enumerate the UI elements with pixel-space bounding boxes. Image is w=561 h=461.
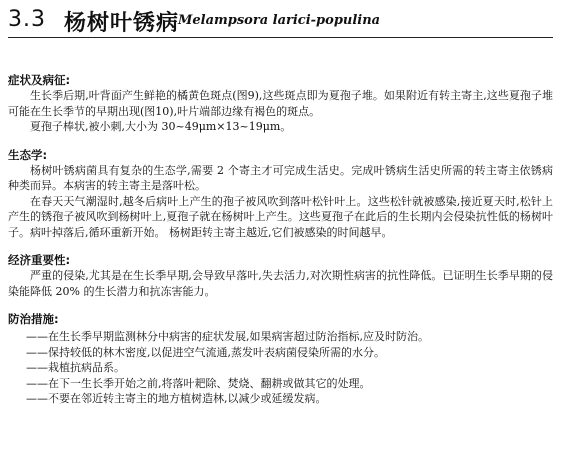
symptoms-section <box>8 72 553 135</box>
economic-paragraph: 严重的侵染,尤其是在生长季早期,会导致早落叶,失去活力,对次期性病害的抗性降低。已证明生长季早期的侵染能降低 20% 的生长潜力和抗冻害能力。 <box>8 269 553 298</box>
latin-name: Melampsora larici-populina <box>178 13 381 28</box>
dash-marker: —— <box>26 330 48 343</box>
list-item <box>8 376 553 392</box>
dash-marker: —— <box>26 392 48 405</box>
section-title: 杨树叶锈病 <box>64 11 180 36</box>
biology-heading: 生态学: <box>8 147 48 162</box>
control-item-text: 保持较低的林木密度,以促进空气流通,蒸发叶表病菌侵染所需的水分。 <box>48 345 385 359</box>
control-section <box>8 311 553 407</box>
economic-section <box>8 252 553 299</box>
control-item-text: 栽植抗病品系。 <box>48 361 125 374</box>
control-item-text: 不要在邻近转主寄主的地方植树造林,以减少或延缓发病。 <box>48 392 327 405</box>
control-heading: 防治措施: <box>8 312 59 326</box>
biology-section <box>8 147 553 241</box>
control-item-text: 在生长季早期监测林分中病害的症状发展,如果病害超过防治指标,应及时防治。 <box>48 330 429 343</box>
dash-marker: —— <box>26 345 48 359</box>
economic-heading: 经济重要性: <box>8 253 71 267</box>
control-list <box>8 329 553 407</box>
document-content <box>8 72 553 419</box>
control-item-text: 在下一生长季开始之前,将落叶耙除、焚烧、翻耕或做其它的处理。 <box>48 376 371 390</box>
section-number: 3.3 <box>8 7 46 32</box>
dash-marker: —— <box>26 361 48 374</box>
list-item <box>8 345 553 361</box>
list-item <box>8 329 553 345</box>
header-rule <box>8 37 553 38</box>
list-item <box>8 360 553 376</box>
section-header <box>8 4 553 40</box>
symptoms-paragraph: 生长季后期,叶背面产生鲜艳的橘黄色斑点(图9),这些斑点即为夏孢子堆。如果附近有转主寄主,这些夏孢子堆可能在生长季节的早期出现(图10),叶片端部边缘有褐色的斑点。 <box>8 89 553 118</box>
biology-paragraph-2: 在春天天气潮湿时,越冬后病叶上产生的孢子被风吹到落叶松针叶上。这些松针就被感染,接近夏天时,松针上产生的锈孢子被风吹到杨树叶上,夏孢子就在杨树叶上产生。这些夏孢子在此后的生长期内会侵染抗性低的杨树叶子。病叶掉落后,循环重新开始。 杨树距转主寄主越近,它们被感染的时间越早。 <box>8 194 553 239</box>
biology-paragraph-1: 杨树叶锈病菌具有复杂的生态学,需要 2 个寄主才可完成生活史。完成叶锈病生活史所需的转主寄主依锈病种类而异。本病害的转主寄主是落叶松。 <box>8 163 553 192</box>
dash-marker: —— <box>26 376 48 390</box>
list-item <box>8 391 553 407</box>
spore-size-line: 夏孢子棒状,被小刺,大小为 30~49μm×13~19μm。 <box>30 120 292 133</box>
symptoms-heading: 症状及病征: <box>8 73 71 87</box>
